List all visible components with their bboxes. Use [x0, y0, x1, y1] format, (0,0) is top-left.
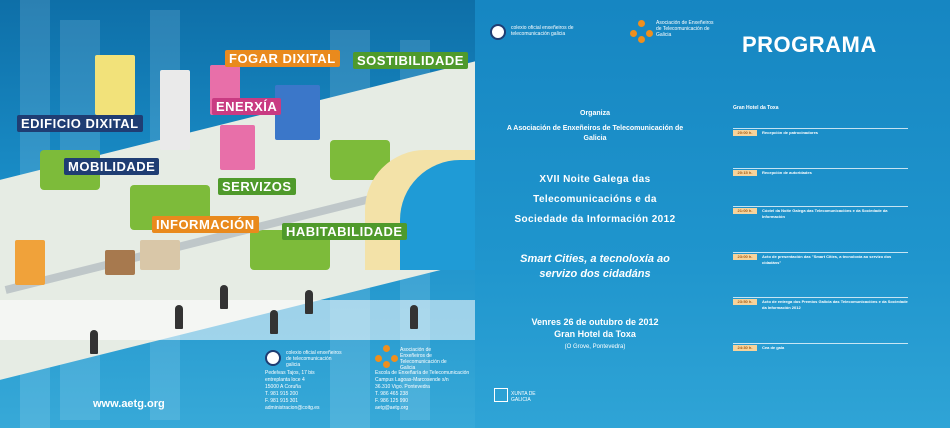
website-url[interactable]: www.aetg.org	[93, 398, 165, 410]
theme-line: servizo dos cidadáns	[539, 268, 651, 280]
event-title-line: Telecomunicacións e da	[533, 194, 657, 205]
xunta-logo-icon	[494, 388, 508, 402]
schedule-time: 23:00 h.	[733, 254, 757, 260]
person	[220, 285, 228, 309]
contact-line: Campus Lagoas-Marcosende s/n	[375, 377, 449, 383]
colegio-logo-text: colexio oficial enxeñeiros de telecomunicación galicia	[286, 350, 342, 368]
schedule-desc: Recepción de patrocinadores	[762, 130, 819, 135]
contact-line: F. 986 125 990	[375, 398, 409, 404]
event-date: Venres 26 de outubro de 2012	[531, 317, 659, 327]
building	[105, 250, 135, 275]
tag-sostibilidade: SOSTIBILIDADE	[353, 52, 468, 69]
contact-line: Pedelvas Tajos, 17 bis	[265, 370, 315, 376]
person	[90, 330, 98, 354]
colegio-seal-icon	[265, 350, 281, 366]
contact-line: F. 981 915 301	[265, 398, 299, 404]
building	[95, 55, 135, 115]
event-theme	[475, 252, 715, 282]
schedule-divider	[733, 168, 908, 169]
schedule-time: 20:15 h.	[733, 170, 757, 176]
building	[15, 240, 45, 285]
building	[275, 85, 320, 140]
contact-line: T. 986 465 238	[375, 391, 409, 397]
building	[140, 240, 180, 270]
theme-line: Smart Cities, a tecnoloxía ao	[520, 253, 670, 265]
schedule-divider	[733, 206, 908, 207]
tag-enerxia: ENERXÍA	[212, 98, 281, 115]
person	[270, 310, 278, 334]
person	[175, 305, 183, 329]
person	[410, 305, 418, 329]
asociacion-logo-icon	[630, 20, 654, 44]
contact-line: 36.310 Vigo. Pontevedra	[375, 384, 430, 390]
colegio-header-logo: colexio oficial enxeñeiros de telecomunicación galicia	[511, 25, 574, 37]
schedule-time: 20:00 h.	[733, 130, 757, 136]
person	[305, 290, 313, 314]
event-title-line: Sociedade da Información 2012	[514, 214, 676, 225]
contact-line: administracion@coitg.es	[265, 405, 320, 411]
building	[160, 70, 190, 150]
event-title-line: XVII Noite Galega das	[539, 174, 651, 185]
schedule-time: 21:00 h.	[733, 208, 757, 214]
schedule-desc: Acto de entrega dos Premios Galicia das Telecomunicacións e da Sociedade da Información 2012	[762, 299, 908, 310]
xunta-logo-text: XUNTA DE GALICIA	[511, 391, 536, 403]
contact-line: Escola de Enxeñaría de Telecomunicación	[375, 370, 470, 376]
schedule-divider	[733, 252, 908, 253]
schedule-time: 23:50 h.	[733, 299, 757, 305]
schedule-desc: Cea de gala	[762, 345, 785, 350]
city-wall	[0, 300, 475, 340]
schedule-divider	[733, 297, 908, 298]
contact-line: 15000 A Coruña	[265, 384, 301, 390]
contact-line: T. 981 915 200	[265, 391, 299, 397]
schedule-desc: Recepción de autoridades	[762, 170, 812, 175]
contact-line: aetg@aetg.org	[375, 405, 409, 411]
schedule-time: 24:30 h.	[733, 345, 757, 351]
programa-title: PROGRAMA	[742, 32, 877, 57]
contact-line: entreplanta loce 4	[265, 377, 305, 383]
schedule-desc: Acto de presentación das "Smart Cities, a tecnoloxía ao servizo dos cidadáns"	[762, 254, 892, 265]
colegio-contact	[265, 370, 320, 412]
organiza-label: Organiza	[580, 110, 610, 117]
asociacion-logo-icon	[375, 345, 399, 369]
tag-edificio-dixital: EDIFICIO DIXITAL	[17, 115, 143, 132]
tag-habitabilidade: HABITABILIDADE	[282, 223, 407, 240]
programa-venue: Gran Hotel da Toxa	[733, 105, 779, 111]
colegio-seal-icon	[490, 24, 506, 40]
asociacion-contact	[375, 370, 469, 412]
event-venue: Gran Hotel da Toxa	[554, 329, 636, 339]
tag-servizos: SERVIZOS	[218, 178, 296, 195]
tag-fogar-dixital: FOGAR DIXITAL	[225, 50, 340, 67]
tag-mobilidade: MOBILIDADE	[64, 158, 159, 175]
schedule-divider	[733, 128, 908, 129]
event-title	[475, 170, 715, 230]
schedule-divider	[733, 343, 908, 344]
schedule-desc: Cóctel da Noite Galega das Telecomunicacións e da Sociedade da Información	[762, 208, 888, 219]
tag-informacion: INFORMACIÓN	[152, 216, 259, 233]
asociacion-logo-text: Asociación de Enxeñeiros de Telecomunicación de Galicia	[400, 347, 447, 371]
event-place: (O Grove, Pontevedra)	[564, 344, 626, 350]
asociacion-header-logo: Asociación de Enxeñeiros de Telecomunicación de Galicia	[656, 20, 714, 38]
event-date-venue	[475, 316, 715, 340]
organizer-name: A Asociación de Enxeñeiros de Telecomunicación de Galicia	[506, 125, 684, 142]
building	[220, 125, 255, 170]
